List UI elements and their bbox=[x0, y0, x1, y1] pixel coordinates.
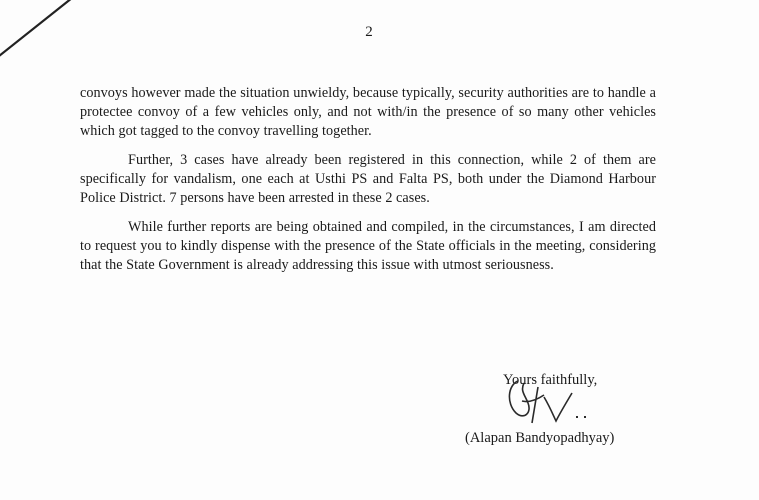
signatory-name: (Alapan Bandyopadhyay) bbox=[465, 430, 615, 446]
paragraph-3: While further reports are being obtained and compiled, in the circumstances, I am directed to request you to kindly dispense with the presence of the State officials in the meeting, considering that the State Government is already addressing this issue with utmost seriousness. bbox=[80, 219, 656, 273]
paragraph-1: convoys however made the situation unwieldy, because typically, security authorities are to handle a protectee convoy of a few vehicles only, and not with/in the presence of so many other vehicles which got tagged to the convoy travelling together. bbox=[80, 85, 656, 139]
closing-salutation: Yours faithfully, bbox=[503, 372, 598, 388]
handwritten-signature bbox=[498, 373, 608, 433]
page-number: 2 bbox=[365, 24, 373, 40]
paragraph-2: Further, 3 cases have already been registered in this connection, while 2 of them are specifically for vandalism, one each at Usthi PS and Falta PS, both under the Diamond Harbour Police District. 7 persons have been arrested in these 2 cases. bbox=[80, 152, 656, 206]
letter-body bbox=[80, 84, 656, 285]
